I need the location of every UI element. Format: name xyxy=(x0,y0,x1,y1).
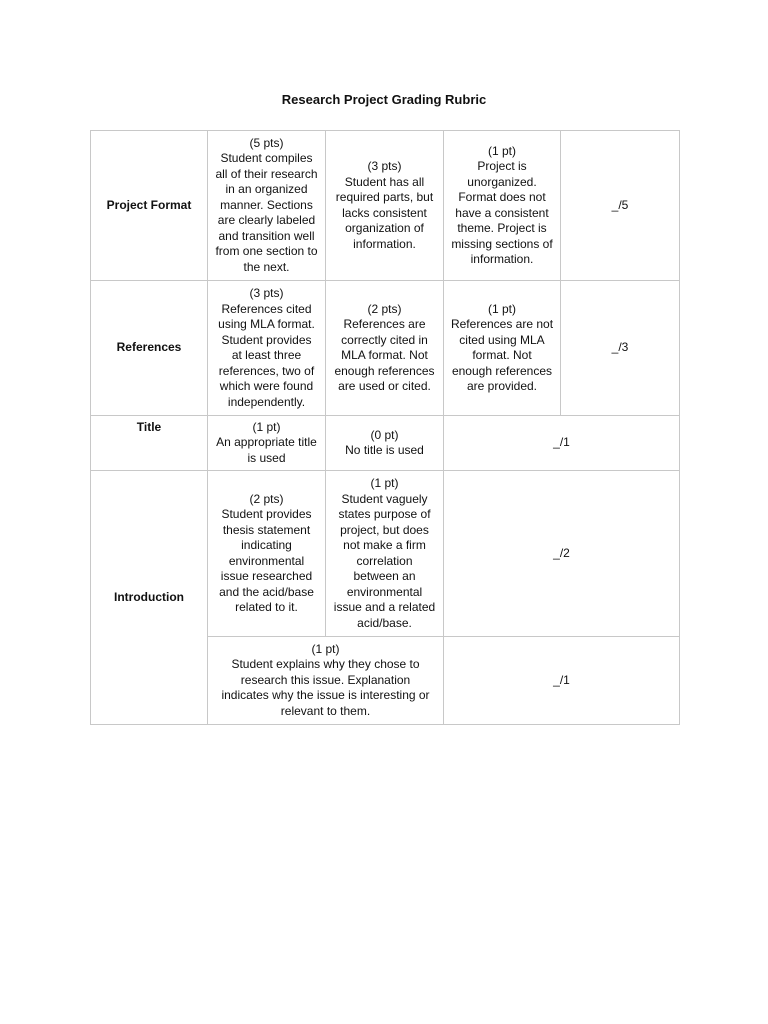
criterion-project-format: Project Format xyxy=(91,131,208,281)
title-level-0: (0 pt) No title is used xyxy=(326,416,444,471)
rubric-row-title xyxy=(91,416,680,471)
project-format-level-3: (3 pts) Student has all required parts, but lacks consistent organization of information. xyxy=(326,131,444,281)
project-format-level-1: (1 pt) Project is unorganized. Format does not have a consistent theme. Project is missing sections of information. xyxy=(444,131,561,281)
references-score: _/3 xyxy=(561,281,680,416)
introduction-level-2: (2 pts) Student provides thesis statement indicating environmental issue researched and the acid/base related to it. xyxy=(208,471,326,637)
title-score: _/1 xyxy=(444,416,680,471)
rubric-row-introduction xyxy=(91,471,680,637)
project-format-level-5: (5 pts) Student compiles all of their research in an organized manner. Sections are clearly labeled and transition well from one section to the next. xyxy=(208,131,326,281)
project-format-score: _/5 xyxy=(561,131,680,281)
rubric-row-project-format xyxy=(91,131,680,281)
introduction-score-a: _/2 xyxy=(444,471,680,637)
introduction-level-1b: (1 pt) Student explains why they chose to research this issue. Explanation indicates why the issue is interesting or relevant to them. xyxy=(208,637,444,725)
criterion-references: References xyxy=(91,281,208,416)
references-level-1: (1 pt) References are not cited using MLA format. Not enough references are provided. xyxy=(444,281,561,416)
criterion-introduction: Introduction xyxy=(91,471,208,725)
title-level-1: (1 pt) An appropriate title is used xyxy=(208,416,326,471)
references-level-3: (3 pts) References cited using MLA format. Student provides at least three references, two of which were found independently. xyxy=(208,281,326,416)
criterion-title: Title xyxy=(91,416,208,471)
introduction-level-1: (1 pt) Student vaguely states purpose of project, but does not make a firm correlation between an environmental issue and a related acid/base. xyxy=(326,471,444,637)
document-title: Research Project Grading Rubric xyxy=(281,92,487,107)
references-level-2: (2 pts) References are correctly cited in MLA format. Not enough references are used or cited. xyxy=(326,281,444,416)
introduction-score-b: _/1 xyxy=(444,637,680,725)
rubric-table xyxy=(90,130,680,725)
rubric-row-references xyxy=(91,281,680,416)
